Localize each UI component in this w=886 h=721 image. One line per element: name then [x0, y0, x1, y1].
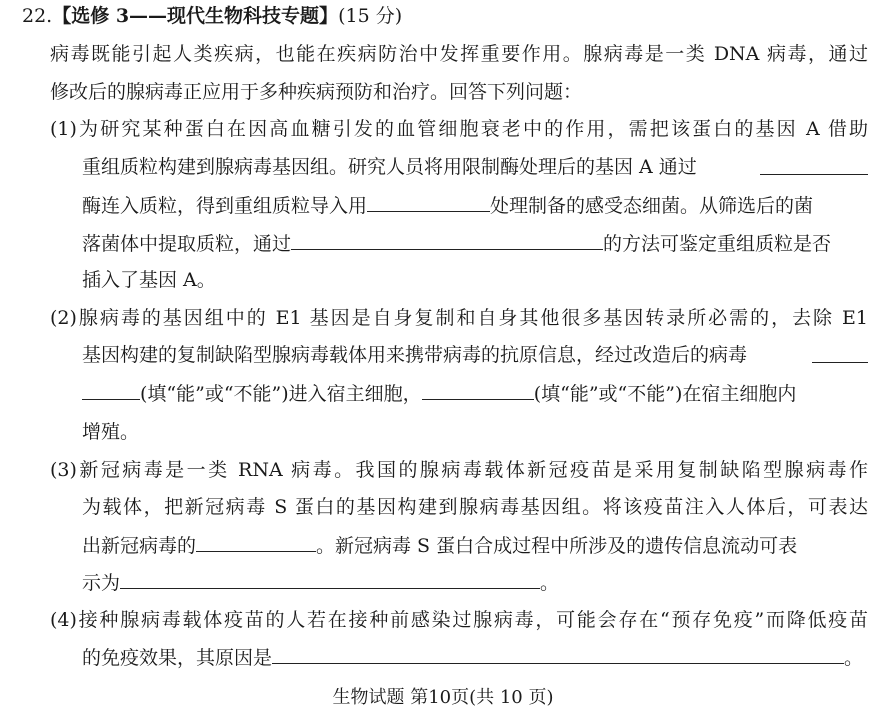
q2-text: 基因构建的复制缺陷型腺病毒载体用来携带病毒的抗原信息，经过改造后的病毒 [82, 344, 748, 366]
answer-blank-4[interactable] [812, 344, 868, 363]
answer-blank-4-cont[interactable] [82, 381, 140, 400]
q3-text: 为载体，把新冠病毒 S 蛋白的基因构建到腺病毒基因组。将该疫苗注入人体后，可表达 [82, 496, 868, 518]
q2-text: 增殖。 [82, 421, 140, 443]
q2-text: (2)腺病毒的基因组中的 E1 基因是自身复制和自身其他很多基因转录所必需的，去除 E1 [50, 307, 868, 329]
q1-text [82, 231, 831, 256]
q4-text: (4)接种腺病毒载体疫苗的人若在接种前感染过腺病毒，可能会存在“预存免疫”而降低疫苗 [50, 609, 868, 631]
q3-text-seg: 。 [540, 572, 560, 594]
q4-text-seg: 的免疫效果，其原因是 [82, 647, 273, 669]
section-title: 【选修 3——现代生物科技专题】 [52, 5, 339, 27]
question-number: 22. [22, 5, 53, 27]
q1-text: (1)为研究某种蛋白在因高血糖引发的血管细胞衰老中的作用，需把该蛋白的基因 A 借助 [50, 118, 868, 140]
q4-text [82, 645, 863, 670]
answer-blank-2[interactable] [367, 193, 490, 212]
q2-text-seg: (填“能”或“不能”)在宿主细胞内 [533, 383, 797, 405]
q4-text-seg: 。 [844, 647, 864, 669]
q1-text-seg: 重组质粒构建到腺病毒基因组。研究人员将用限制酶处理后的基因 A 通过 [82, 156, 697, 178]
q3-text-seg: 示为 [82, 572, 121, 594]
q3-text-seg: 。新冠病毒 S 蛋白合成过程中所涉及的遗传信息流动可表 [316, 535, 798, 557]
answer-blank-5[interactable] [422, 381, 534, 400]
q3-text [82, 533, 797, 558]
q1-text: 插入了基因 A。 [82, 269, 216, 291]
q1-text [82, 193, 813, 218]
answer-blank-1[interactable] [760, 156, 868, 175]
intro-line: 修改后的腺病毒正应用于多种疾病预防和治疗。回答下列问题： [50, 81, 583, 103]
q3-text: (3)新冠病毒是一类 RNA 病毒。我国的腺病毒载体新冠疫苗是采用复制缺陷型腺病毒作 [50, 459, 868, 481]
question-header [22, 4, 402, 28]
page-footer: 生物试题 第10页(共 10 页) [332, 687, 554, 708]
q1-text-seg: 的方法可鉴定重组质粒是否 [603, 233, 832, 255]
answer-blank-8[interactable] [272, 645, 844, 664]
intro-line: 病毒既能引起人类疾病，也能在疾病防治中发挥重要作用。腺病毒是一类 DNA 病毒，通过 [50, 43, 868, 65]
q1-text-seg: 酶连入质粒，得到重组质粒导入用 [82, 195, 368, 217]
q1-text-seg: 落菌体中提取质粒，通过 [82, 233, 292, 255]
q2-text [82, 381, 796, 406]
q1-text [82, 155, 697, 179]
q3-text-seg: 出新冠病毒的 [82, 535, 197, 557]
answer-blank-7[interactable] [120, 570, 540, 589]
q1-text-seg: 处理制备的感受态细菌。从筛选后的菌 [490, 195, 814, 217]
answer-blank-6[interactable] [196, 533, 316, 552]
q3-text [82, 570, 559, 595]
points: (15 分) [338, 5, 403, 27]
q2-text-seg: (填“能”或“不能”)进入宿主细胞， [140, 383, 422, 405]
answer-blank-3[interactable] [291, 231, 603, 250]
